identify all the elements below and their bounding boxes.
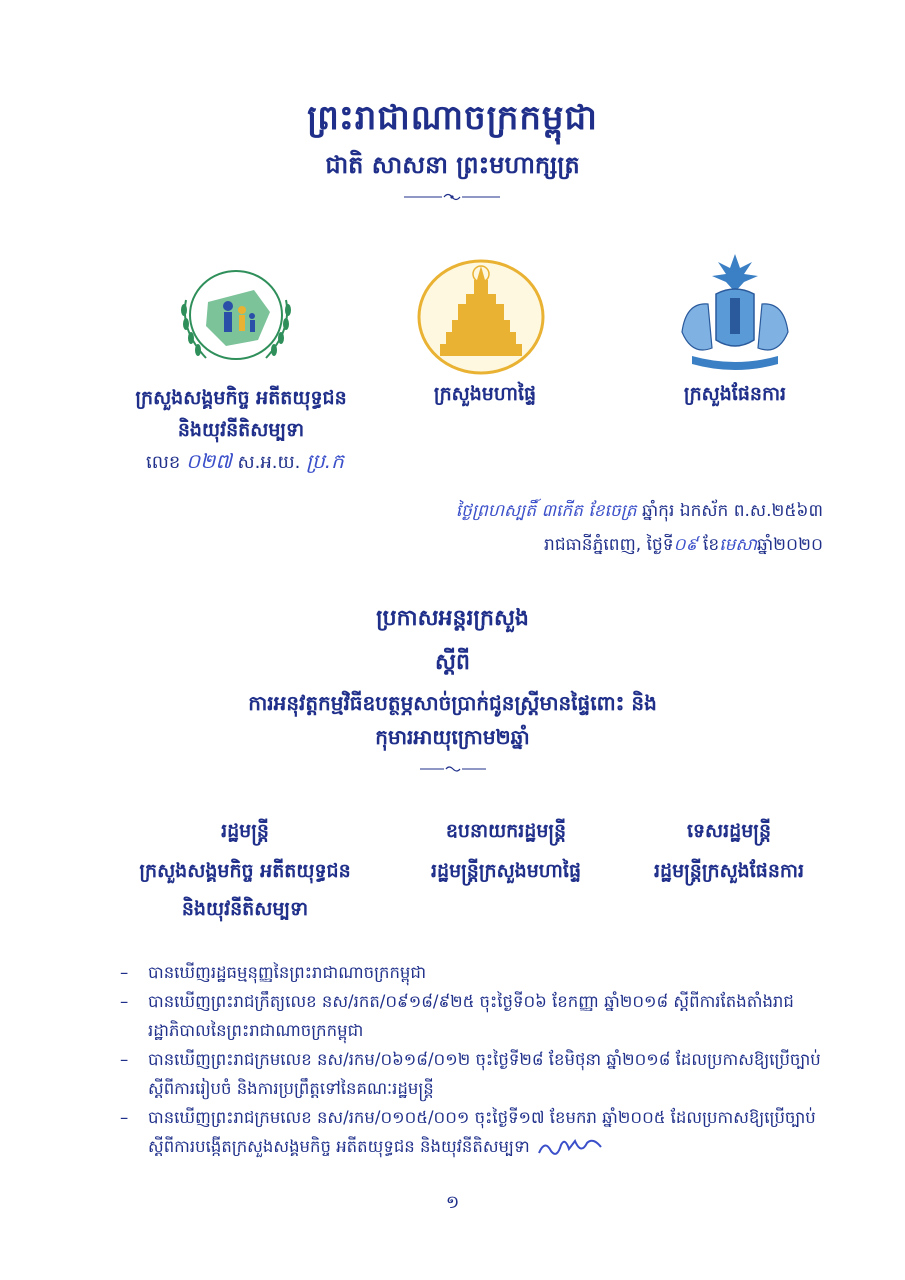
ministry-name-social-affairs: [106, 382, 376, 446]
ministry-name-interior: [400, 382, 570, 410]
interior-ministry-logo: [416, 258, 546, 376]
list-item: – បានឃើញព្រះរាជក្រឹត្យលេខ នស/រកត/០៩១៨/៩២៥ ចុះថ្ងៃទី០៦ ខែកញ្ញា ឆ្នាំ២០១៨ ស្តីពីការតែងតាំងរាជរដ្ឋាភិបាលនៃព្រះរាជាណាចក្រកម្ពុជា: [118, 987, 833, 1045]
list-item-text: បានឃើញព្រះរាជក្រមលេខ នស/រកម/០១០៥/០០១ ចុះថ្ងៃទី១៧ ខែមករា ឆ្នាំ២០០៥ ដែលប្រកាសឱ្យប្រើច្បាប់ស្តីពីការបង្កើតក្រសួងសង្គមកិច្ច អតីតយុទ្ធជន និងយុវនីតិសម្បទា: [148, 1108, 816, 1156]
document-type: ប្រកាសអន្តរក្រសួង: [376, 606, 529, 631]
planning-ministry-logo: [672, 252, 798, 378]
ornament-divider-top: [402, 192, 502, 202]
list-item: [118, 1103, 833, 1161]
signer-social-affairs: [100, 814, 390, 926]
initials-signature: [535, 1135, 605, 1161]
list-item: – បានឃើញរដ្ឋធម្មនុញ្ញនៃព្រះរាជាណាចក្រកម្ពុជា: [118, 958, 833, 987]
document-reference-number: [146, 448, 344, 478]
solar-date-line: [544, 534, 823, 559]
reference-code: ស.អ.យ.: [237, 452, 301, 473]
ministry-name-line: ក្រសួងផែនការ: [683, 383, 787, 405]
solar-date-place: រាជធានីភ្នំពេញ, ថ្ងៃទី: [544, 535, 674, 555]
page-number: ១: [445, 1192, 460, 1213]
lunar-date-line: [456, 500, 823, 525]
signer-role: ឧបនាយករដ្ឋមន្ត្រី: [445, 820, 567, 842]
signer-interior: [396, 814, 616, 888]
legal-references-list: [118, 958, 833, 1161]
document-subject-line-2: កុមារអាយុក្រោម២ឆ្នាំ: [375, 725, 530, 749]
signer-title-line: រដ្ឋមន្ត្រីក្រសួងផែនការ: [653, 860, 804, 882]
ministry-name-line: និងយុវនីតិសម្បទា: [177, 419, 305, 441]
lunar-date-printed: ឆ្នាំកុរ ឯកស័ក ព.ស.២៥៦៣: [642, 501, 823, 521]
signer-role: រដ្ឋមន្ត្រី: [221, 820, 269, 842]
lunar-date-handwritten: ថ្ងៃព្រហស្បតិ៍ ៣កើត ខែចេត្រ: [455, 501, 637, 521]
ministry-name-line: ក្រសួងមហាផ្ទៃ: [433, 383, 537, 405]
reference-number-handwritten: ០២៧: [186, 449, 232, 473]
signer-title-line: រដ្ឋមន្ត្រីក្រសួងមហាផ្ទៃ: [430, 860, 581, 882]
kingdom-heading: ព្រះរាជាណាចក្រកម្ពុជា: [307, 98, 598, 138]
signer-planning: [624, 814, 834, 888]
ornament-divider-title: [418, 764, 488, 774]
solar-date-month-label: ខែ: [703, 535, 720, 555]
document-about: ស្តីពី: [435, 650, 470, 675]
reference-prefix: លេខ: [146, 452, 181, 473]
signer-role: ទេសរដ្ឋមន្ត្រី: [686, 820, 772, 842]
national-motto: ជាតិ សាសនា ព្រះមហាក្សត្រ: [325, 151, 580, 179]
ministry-name-planning: [650, 382, 820, 410]
signer-title-line: ក្រសួងសង្គមកិច្ច អតីតយុទ្ធជន: [139, 860, 351, 882]
solar-date-year: ឆ្នាំ២០២០: [757, 535, 823, 555]
solar-date-day-handwritten: ០៩: [673, 535, 698, 555]
reference-suffix-handwritten: ប្រ.ក: [306, 449, 344, 473]
social-affairs-ministry-logo: [166, 260, 306, 370]
solar-date-month-handwritten: មេសា: [719, 535, 757, 555]
ministry-name-line: ក្រសួងសង្គមកិច្ច អតីតយុទ្ធជន: [135, 387, 347, 409]
list-item: – បានឃើញព្រះរាជក្រមលេខ នស/រកម/០៦១៨/០១២ ចុះថ្ងៃទី២៨ ខែមិថុនា ឆ្នាំ២០១៨ ដែលប្រកាសឱ្យប្រើច្បាប់ស្តីពីការរៀបចំ និងការប្រព្រឹត្តទៅនៃគណៈរដ្ឋមន្ត្រី: [118, 1045, 833, 1103]
signer-title-line: និងយុវនីតិសម្បទា: [181, 898, 309, 920]
document-subject-line-1: ការអនុវត្តកម្មវិធីឧបត្ថម្ភសាច់ប្រាក់ជូនស្ត្រីមានផ្ទៃពោះ និង: [248, 691, 657, 715]
